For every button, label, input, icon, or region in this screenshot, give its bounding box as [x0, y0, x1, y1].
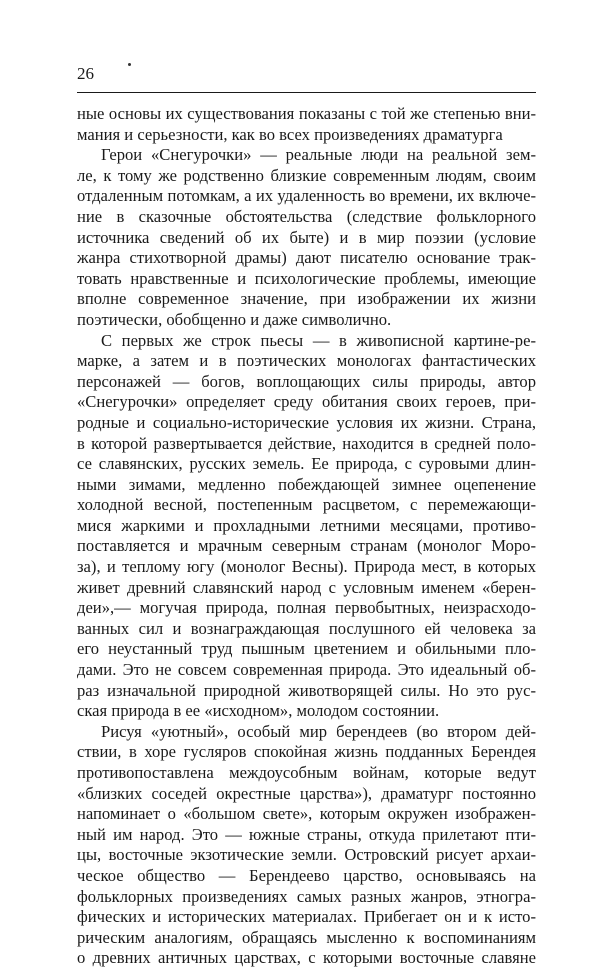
text-line: холодной весной, постепенным расцветом, с перемежающи-: [77, 495, 536, 515]
text-line: Герои «Снегурочки» — реальные люди на реальной зем-: [101, 145, 536, 165]
text-line: се славянских, русских земель. Ее природа, с суровыми длин-: [77, 454, 536, 474]
text-line: Рисуя «уютный», особый мир берендеев (во втором дей-: [101, 721, 536, 741]
header-dot-mark: [128, 63, 131, 66]
text-line: ние в сказочные обстоятельства (следствие фольклорного: [77, 206, 536, 226]
text-line: персонажей — богов, воплощающих силы природы, автор: [77, 371, 536, 391]
text-line: живет древний славянский народ с условным именем «берен-: [77, 577, 536, 597]
text-line: родные и социально-исторические условия их жизни. Страна,: [77, 412, 536, 432]
text-line: марке, а затем и в поэтических монологах фантастических: [77, 351, 536, 371]
text-line: жанра стихотворной драмы) дают писателю основание трак-: [77, 248, 536, 268]
text-line: поставляется и мрачным северным странам (монолог Моро-: [77, 536, 536, 556]
text-line: товать нравственные и психологические проблемы, имеющие: [77, 268, 536, 288]
text-line: деи»,— могучая природа, полная первобытных, неизрасходо-: [77, 598, 536, 618]
text-line: ные основы их существования показаны с той же степенью вни-: [77, 104, 536, 123]
text-line: дами. Это не совсем современная природа. Это идеальный об-: [77, 660, 536, 680]
text-line: ческое общество — Берендеево царство, основываясь на: [77, 865, 536, 885]
text-line: ными зимами, медленно побеждающей зимнее оцепенение: [77, 474, 536, 494]
text-line: цы, восточные экзотические земли. Островский рисует архаи-: [77, 845, 536, 865]
text-line: противопоставлена междоусобным войнам, которые ведут: [77, 763, 536, 782]
text-line: в которой развертывается действие, находится в средней поло-: [77, 433, 536, 453]
text-line: ле, к тому же родственно близкие современным людям, своим: [77, 165, 536, 185]
text-line: ванных сил и вознаграждающая послушного ей человека за: [77, 618, 536, 638]
header-rule: [77, 92, 536, 93]
text-line: мания и серьезности, как во всех произведениях драматурга: [77, 124, 503, 144]
body-text: [77, 104, 536, 969]
text-line: мися жаркими и прохладными летними месяцами, противо-: [77, 515, 536, 535]
text-line: поэтически, обобщенно и даже символично.: [77, 309, 392, 329]
text-line: его неустанный труд пышным цветением и обильными пло-: [77, 639, 536, 659]
text-line: фольклорных произведениях самых разных жанров, этногра-: [77, 886, 536, 906]
page-number: 26: [77, 64, 94, 83]
text-line: напоминает о «большом свете», которым окружен изображен-: [77, 804, 536, 824]
text-line: С первых же строк пьесы — в живописной картине-ре-: [101, 330, 536, 350]
text-line: «близких соседей окрестные царства»), драматург постоянно: [77, 783, 536, 803]
text-line: раз изначальной природной животворящей силы. Но это рус-: [77, 680, 536, 700]
text-line: ская природа в ее «исходном», молодом состоянии.: [77, 701, 440, 721]
text-line: ствии, в хоре гусляров спокойная жизнь подданных Берендея: [77, 742, 536, 762]
text-line: источника сведений об их быте) и в мир поэзии (условие: [77, 227, 536, 247]
text-line: рическим аналогиям, обращаясь мысленно к воспоминаниям: [77, 927, 536, 947]
text-line: за), и теплому югу (монолог Весны). Природа мест, в которых: [77, 557, 536, 577]
text-line: фических и исторических материалах. Прибегает он и к исто-: [77, 907, 536, 927]
text-line: «Снегурочки» определяет среду обитания своих героев, при-: [77, 392, 536, 412]
text-line: вполне современное значение, при изображении их жизни: [77, 289, 536, 309]
text-line: о древних античных царствах, с которыми восточные славяне: [77, 948, 536, 968]
text-line: ный им народ. Это — южные страны, откуда прилетают пти-: [77, 824, 536, 844]
text-line: отдаленным потомкам, а их удаленность во времени, их включе-: [77, 186, 536, 206]
